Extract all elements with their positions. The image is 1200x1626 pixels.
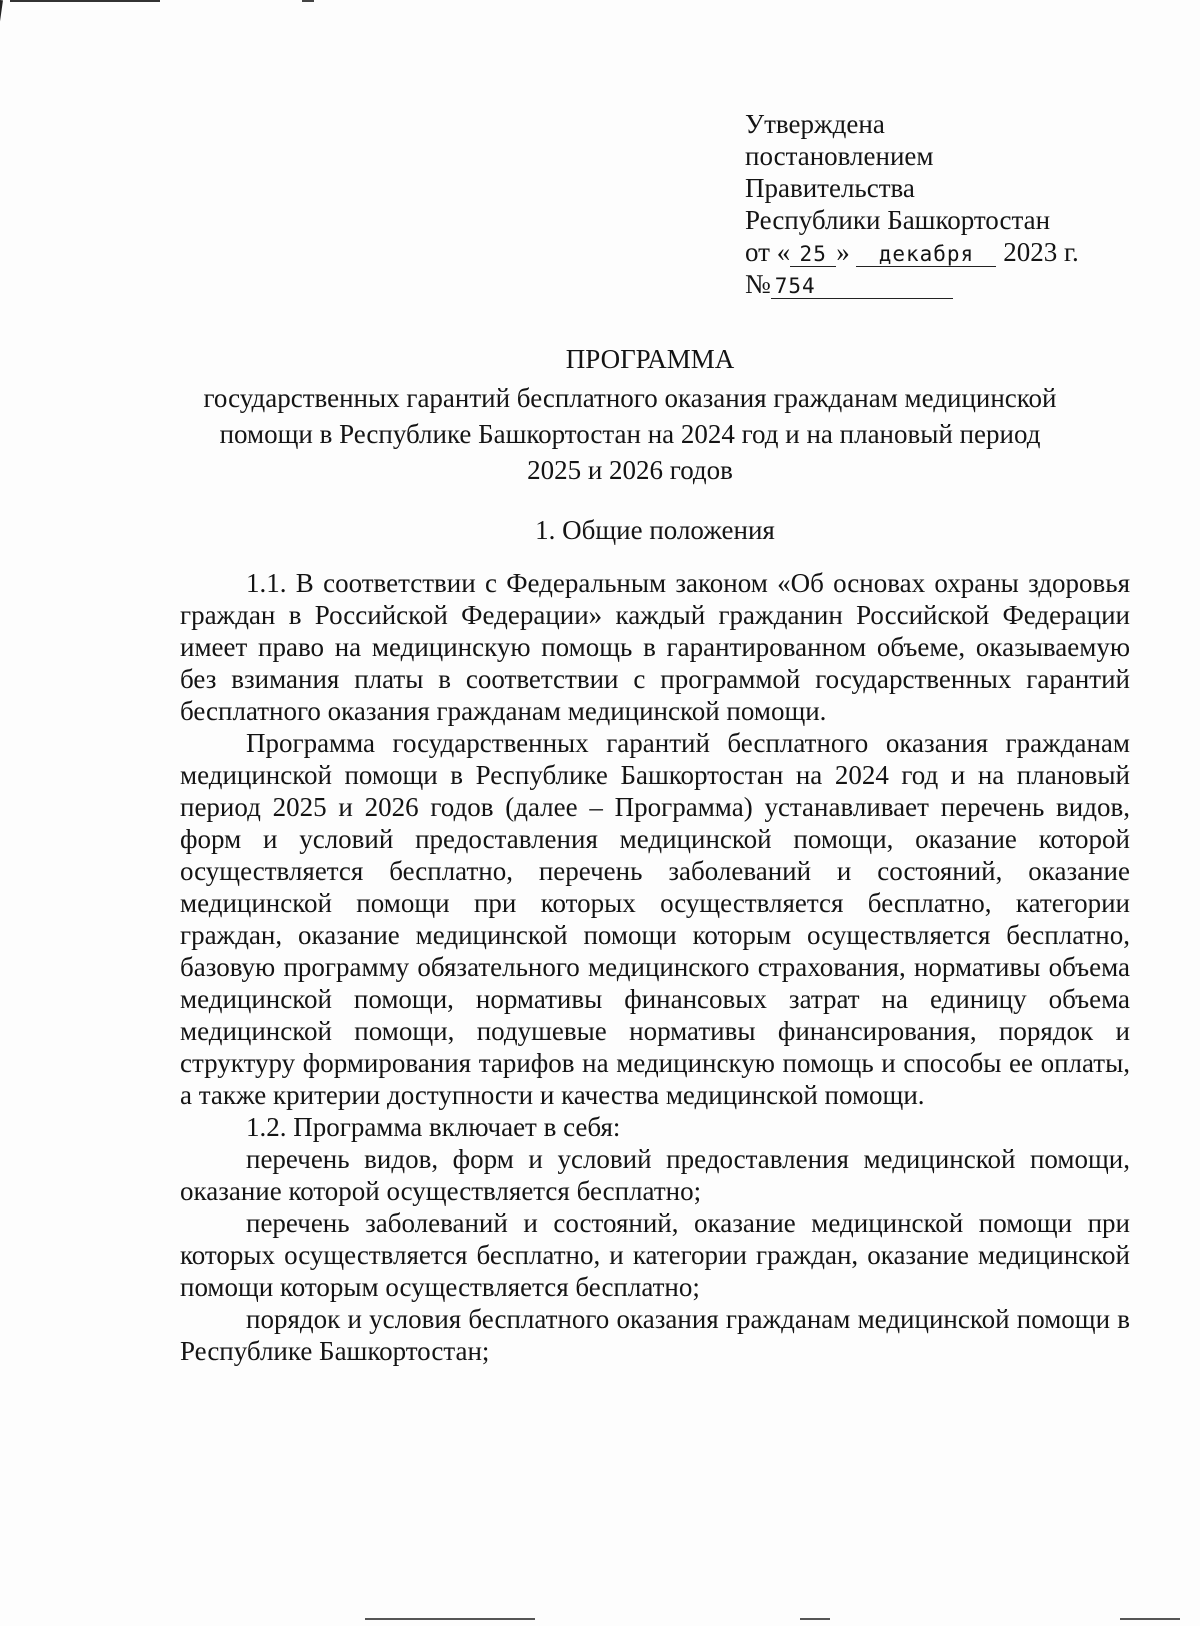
scan-bottom-mark <box>800 1618 830 1620</box>
approval-line: Утверждена <box>745 109 885 139</box>
approval-block <box>745 108 1079 300</box>
number-value: 754 <box>771 274 953 299</box>
number-prefix: № <box>745 269 771 299</box>
date-month: декабря <box>856 242 996 267</box>
paragraph: 1.2. Программа включает в себя: <box>246 1112 621 1142</box>
paragraph: порядок и условия бесплатного оказания гражданам медицинской помощи в Республике Башкортостан; <box>180 1304 1130 1366</box>
document-subtitle: государственных гарантий бесплатного оказания гражданам медицинской помощи в Республике Башкортостан на 2024 год и на плановый период 2025 и 2026 годов <box>203 383 1057 485</box>
date-day: 25 <box>790 242 836 267</box>
document-title: ПРОГРАММА <box>565 344 735 374</box>
document-body <box>180 567 1130 1367</box>
scan-edge-line <box>10 0 160 2</box>
approval-line: Правительства <box>745 173 915 203</box>
approval-line: Республики Башкортостан <box>745 205 1051 235</box>
date-prefix: от « <box>745 237 791 267</box>
scan-dash <box>302 0 314 2</box>
approval-number <box>745 268 1079 300</box>
scan-corner-mark <box>0 0 3 38</box>
scan-bottom-mark <box>1120 1618 1180 1620</box>
section-heading: 1. Общие положения <box>535 515 775 545</box>
paragraph: перечень видов, форм и условий предоставления медицинской помощи, оказание которой осуществляется бесплатно; <box>180 1144 1130 1206</box>
scan-bottom-mark <box>365 1618 535 1620</box>
approval-date <box>745 236 1079 268</box>
approval-line: постановлением <box>745 141 934 171</box>
date-year: 2023 г. <box>1003 237 1079 267</box>
paragraph: Программа государственных гарантий бесплатного оказания гражданам медицинской помощи в Республике Башкортостан на 2024 год и на плановый период 2025 и 2026 годов (далее – Программа) устанавливает перечень видов, форм и условий предоставления медицинской помощи, оказание которой осуществляется бесплатно, перечень заболеваний и состояний, оказание медицинской помощи при которых осуществляется бесплатно, категории граждан, оказание медицинской помощи которым осуществляется бесплатно, базовую программу обязательного медицинского страхования, нормативы объема медицинской помощи, нормативы финансовых затрат на единицу объема медицинской помощи, подушевые нормативы финансирования, порядок и структуру формирования тарифов на медицинскую помощь и способы ее оплаты, а также критерии доступности и качества медицинской помощи. <box>180 728 1130 1110</box>
paragraph: 1.1. В соответствии с Федеральным законом «Об основах охраны здоровья граждан в Российской Федерации» каждый гражданин Российской Федерации имеет право на медицинскую помощь в гарантированном объеме, оказываемую без взимания платы в соответствии с программой государственных гарантий бесплатного оказания гражданам медицинской помощи. <box>180 568 1130 726</box>
date-mid: » <box>836 237 850 267</box>
paragraph: перечень заболеваний и состояний, оказание медицинской помощи при которых осуществляется бесплатно, и категории граждан, оказание медицинской помощи которым осуществляется бесплатно; <box>180 1208 1130 1302</box>
